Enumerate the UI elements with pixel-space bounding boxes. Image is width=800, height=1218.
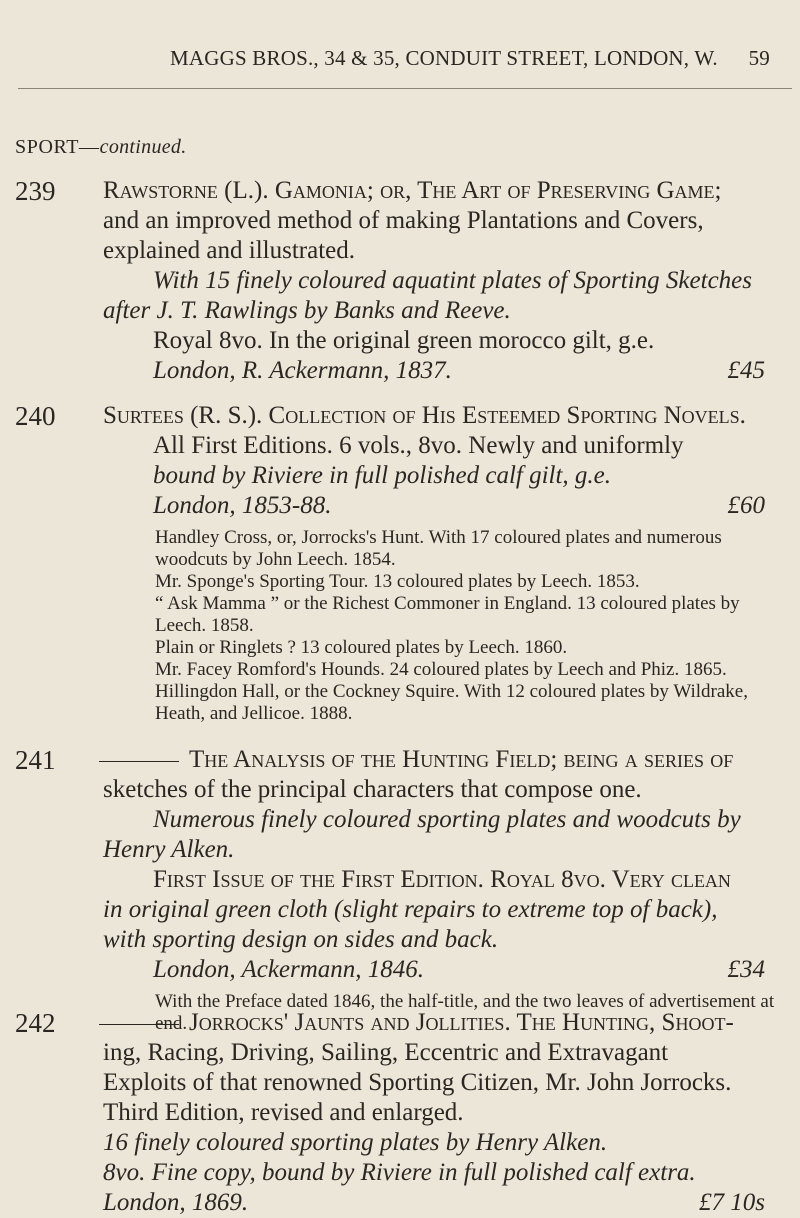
entry-imprint <box>103 955 785 985</box>
entry-line: with sporting design on sides and back. <box>103 926 499 953</box>
price: £45 <box>727 357 765 384</box>
entry-line: All First Editions. 6 vols., 8vo. Newly and uniformly <box>153 432 684 459</box>
imprint-text: London, Ackermann, 1846. <box>153 956 425 983</box>
catalogue-entry-241 <box>15 745 785 1035</box>
ditto-dash <box>99 1024 179 1025</box>
catalogue-entry-239 <box>15 176 785 386</box>
entry-number: 242 <box>15 1008 56 1038</box>
imprint-text: London, 1869. <box>103 1189 249 1216</box>
entry-edition: Third Edition, revised and enlarged. <box>103 1099 464 1126</box>
entry-line: sketches of the principal characters that compose one. <box>103 776 642 803</box>
entry-line: and an improved method of making Plantations and Covers, <box>103 207 704 234</box>
entry-binding: 8vo. Fine copy, bound by Riviere in full polished calf extra. <box>103 1159 696 1186</box>
contents-item: “ Ask Mamma ” or the Richest Commoner in England. 13 coloured plates by Leech. 1858. <box>155 593 740 636</box>
entry-plates: Numerous finely coloured sporting plates and woodcuts by <box>153 806 741 833</box>
entry-binding: bound by Riviere in full polished calf gilt, g.e. <box>153 462 612 489</box>
entry-title: The Analysis of the Hunting Field; being a series of <box>103 745 785 775</box>
entry-issue: First Issue of the First Edition. Royal 8vo. Very clean <box>153 866 731 893</box>
entry-imprint <box>103 491 785 521</box>
price: £34 <box>727 956 765 983</box>
imprint-text: London, 1853-88. <box>153 492 332 519</box>
entry-line: Exploits of that renowned Sporting Citizen, Mr. John Jorrocks. <box>103 1069 732 1096</box>
entry-line: ing, Racing, Driving, Sailing, Eccentric and Extravagant <box>103 1039 669 1066</box>
header-rule <box>18 88 792 89</box>
page-number: 59 <box>748 46 770 70</box>
price: £7 10s <box>699 1189 765 1216</box>
entry-format: Royal 8vo. In the original green morocco gilt, g.e. <box>153 327 655 354</box>
section-heading: SPORT—continued. <box>15 136 187 158</box>
contents-item: Mr. Sponge's Sporting Tour. 13 coloured plates by Leech. 1853. <box>155 571 640 592</box>
price: £60 <box>727 492 765 519</box>
entry-title: Surtees (R. S.). Collection of His Esteemed Sporting Novels. <box>103 402 746 429</box>
catalogue-entry-242 <box>15 1008 785 1218</box>
entry-plates: 16 finely coloured sporting plates by Henry Alken. <box>103 1129 608 1156</box>
entry-title: Jorrocks' Jaunts and Jollities. The Hunting, Shoot- <box>103 1008 785 1038</box>
contents-item: Handley Cross, or, Jorrocks's Hunt. With 17 coloured plates and numerous woodcuts by John Leech. 1854. <box>155 527 722 570</box>
section-name: SPORT <box>15 136 80 158</box>
contents-item: Hillingdon Hall, or the Cockney Squire. With 12 coloured plates by Wildrake, Heath, and Jellicoe. 1888. <box>155 681 748 724</box>
entry-line: after J. T. Rawlings by Banks and Reeve. <box>103 297 511 324</box>
contents-item: Mr. Facey Romford's Hounds. 24 coloured plates by Leech and Phiz. 1865. <box>155 659 727 680</box>
entry-line: Henry Alken. <box>103 836 235 863</box>
section-continued: continued. <box>99 136 187 158</box>
entry-number: 240 <box>15 401 56 431</box>
entry-note: With the Preface dated 1846, the half-title, and the two leaves of advertisement at end. <box>155 991 775 1034</box>
running-header <box>170 46 770 71</box>
header-title: MAGGS BROS., 34 & 35, CONDUIT STREET, LONDON, W. <box>170 46 718 70</box>
entry-line: in original green cloth (slight repairs to extreme top of back), <box>103 896 718 923</box>
imprint-text: London, R. Ackermann, 1837. <box>153 357 452 384</box>
catalogue-entry-240 <box>15 401 785 725</box>
entry-number: 239 <box>15 176 56 206</box>
entry-line: explained and illustrated. <box>103 237 356 264</box>
entry-title: Rawstorne (L.). Gamonia; or, The Art of Preserving Game; <box>103 177 722 204</box>
ditto-dash <box>99 761 179 762</box>
contents-item: Plain or Ringlets ? 13 coloured plates by Leech. 1860. <box>155 637 568 658</box>
entry-imprint <box>103 356 785 386</box>
entry-imprint <box>103 1188 785 1218</box>
entry-number: 241 <box>15 745 56 775</box>
entry-plates: With 15 finely coloured aquatint plates of Sporting Sketches <box>153 267 752 294</box>
